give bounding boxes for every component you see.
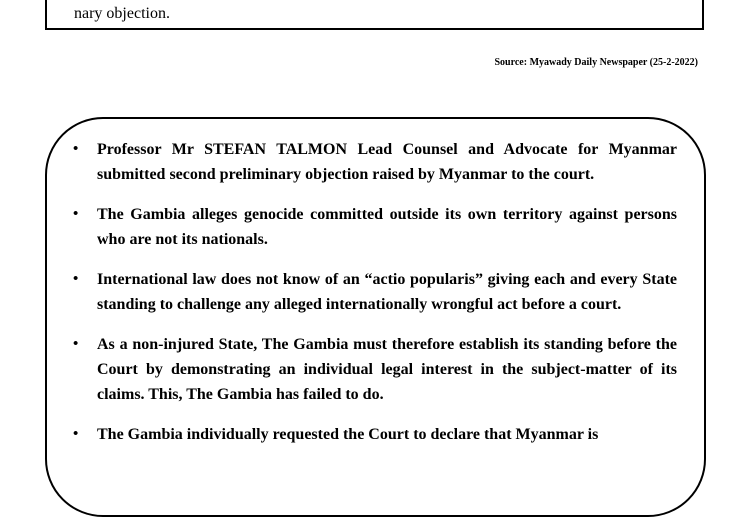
source-citation: Source: Myawady Daily Newspaper (25-2-2022) [494, 57, 698, 68]
bullet-icon: • [73, 271, 79, 287]
list-item [72, 267, 677, 317]
previous-section-box [45, 0, 704, 30]
bullet-icon: • [73, 206, 79, 222]
list-item [72, 137, 677, 187]
summary-bullet-list [72, 137, 677, 462]
list-item [72, 422, 677, 447]
bullet-icon: • [73, 426, 79, 442]
bullet-text: International law does not know of an “actio popularis” giving each and every State standing to challenge any alleged internationally wrongful act before a court. [97, 271, 677, 313]
bullet-icon: • [73, 336, 79, 352]
previous-section-text: nary objection. [74, 5, 170, 22]
bullet-text: The Gambia alleges genocide committed outside its own territory against persons who are not its nationals. [97, 206, 677, 248]
list-item [72, 332, 677, 407]
bullet-text: The Gambia individually requested the Court to declare that Myanmar is [97, 426, 599, 443]
bullet-text: As a non-injured State, The Gambia must therefore establish its standing before the Court by demonstrating an individual legal interest in the subject-matter of its claims. This, The Gambia has failed to do. [97, 336, 677, 403]
bullet-text: Professor Mr STEFAN TALMON Lead Counsel and Advocate for Myanmar submitted second preliminary objection raised by Myanmar to the court. [97, 141, 677, 183]
bullet-icon: • [73, 141, 79, 157]
list-item [72, 202, 677, 252]
